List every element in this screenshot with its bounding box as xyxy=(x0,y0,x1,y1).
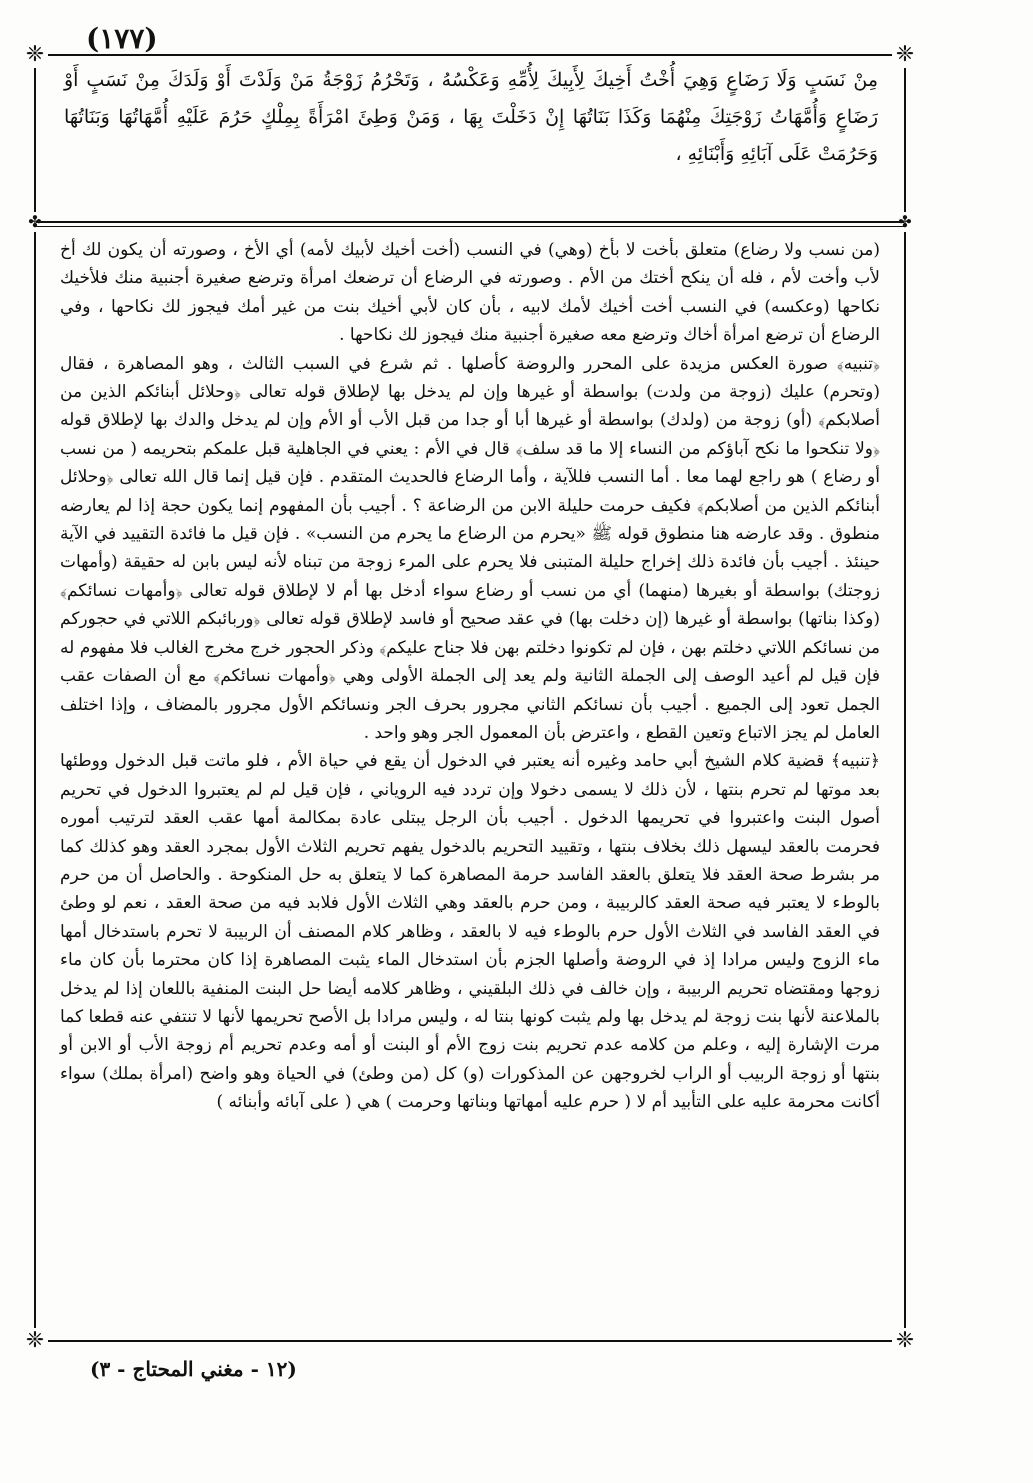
commentary-paragraph: ﴿تنبيه﴾ قضية كلام الشيخ أبي حامد وغيره أنه يعتبر في الدخول أن يقع في حياة الأم ، فلو ماتت قبل الدخول ووطئها بعد موتها لم تحرم بنتها ، لأن ذلك لا يسمى دخولا وإن تردد فيه الروياني ، فإن قيل لم لم يعتبروا الدخول في تحريم أصول البنت واعتبروا في تحريمها الدخول . أجيب بأن الرجل يبتلى عادة بمكالمة أمها عقب العقد لترتيب أموره فحرمت بالعقد ليسهل ذلك بخلاف بنتها ، وتقييد التحريم بالدخول يفهم تحريم الثلاث الأول بمجرد العقد وهو كذلك كما مر بشرط صحة العقد فلا يتعلق بالعقد الفاسد حرمة المصاهرة كما لا يتعلق به حل المنكوحة . والحاصل أن من حرم بالوطء لا يعتبر فيه صحة العقد كالربيبة ، ومن حرم بالعقد وهي الثلاث الأول فلابد فيه من صحة العقد ، نعم لو وطئ في العقد الفاسد في الثلاث الأول حرم بالوطء فيه لا بالعقد ، وظاهر كلام المصنف أن الربيبة لا تحرم باستدخال أمها ماء الزوج وليس مرادا إذ في الروضة وأصلها الجزم بأن استدخال الماء يثبت المصاهرة إذا كان محترما بأن كان ماء زوجها ومقتضاه تحريم الربيبة ، وإن خالف في ذلك البلقيني ، وظاهر كلامه أيضا حل البنت المنفية باللعان إذا لم يدخل بالملاعنة لأنها بنت زوجة لم يدخل بها ولم يثبت كونها بنتا له ، وليس مرادا بل الأصح تحريمها لأنها لا تنتفي عنه قطعا كما مرت الإشارة إليه ، وعلم من كلامه عدم تحريم بنت زوج الأم أو البنت أو أمه وعدم تحريم أم زوجة الأب أو الابن أو بنتها أو زوجة الربيب أو الراب لخروجهن عن المذكورات (و) كل (من وطئ) في الحياة وهو واضح (امرأة بملك) سواء أكانت محرمة عليه على التأبيد أم لا ( حرم عليه أمهاتها وبناتها وحرمت ) هي ( على آبائه وأبنائه ) xyxy=(60,751,880,1113)
page-number: (١٧٧) xyxy=(86,22,158,55)
ornament-icon: ❈ xyxy=(892,1328,918,1354)
ornament-icon: ❈ xyxy=(22,1328,48,1354)
footer-signature: (١٢ - مغني المحتاج - ٣) xyxy=(90,1357,297,1381)
sharh-commentary xyxy=(60,236,880,1332)
divider xyxy=(36,221,904,223)
commentary-paragraph: (من نسب ولا رضاع) متعلق بأخت لا بأخ (وهي) في النسب (أخت أخيك لأبيك لأمه) أي الأخ ، وصورته أن يكون لك أخ لأب وأخت لأم ، فله أن ينكح أختك من الأم . وصورته في الرضاع أن ترضعك امرأة وترضع صغيرة أجنبية منك فلأخيك نكاحها (وعكسه) في النسب أخت أخيك لأمك لابيه ، بأن كان لأبي أخيك بنت من غير أمك فيجوز لك نكاحها ، وفي الرضاع أن ترضع امرأة أخاك وترضع معه صغيرة أجنبية منك فيجوز لك نكاحها . xyxy=(60,240,880,346)
ornament-icon: ❈ xyxy=(22,42,48,68)
page-frame xyxy=(25,42,915,1353)
divider xyxy=(36,226,904,227)
ornament-icon: ✤ xyxy=(25,212,45,232)
matn-text: مِنْ نَسَبٍ وَلَا رَضَاعٍ وَهِيَ أُخْتُ أَخِيكَ لِأَبِيكَ لِأُمِّهِ وَعَكْسُهُ ، وَتَحْرُمُ زَوْجَةُ مَنْ وَلَدْتَ أَوْ وَلَدَكَ مِنْ نَسَبٍ أَوْ رَضَاعٍ وَأُمَّهَاتُ زَوْجَتِكَ مِنْهُمَا وَكَذَا بَنَاتُهَا إِنْ دَخَلْتَ بِهَا ، وَمَنْ وَطِئَ امْرَأَةً بِمِلْكٍ حَرُمَ عَلَيْهِ أُمَّهَاتُهَا وَبَنَاتُهَا وَحَرُمَتْ عَلَى آبَائِهِ وَأَبْنَائِهِ ، xyxy=(64,69,878,165)
commentary-paragraph: ﴿تنبيه﴾ صورة العكس مزيدة على المحرر والروضة كأصلها . ثم شرع في السبب الثالث ، وهو المصاهرة ، فقال (وتحرم) عليك (زوجة من ولدت) بواسطة أو غيرها وإن لم يدخل بها لإطلاق قوله تعالى ﴿وحلائل أبنائكم الذين من أصلابكم﴾ (أو) زوجة من (ولدك) بواسطة أو غيرها أبا أو جدا من قبل الأب أو الأم وإن لم يدخل والدك بها لإطلاق قوله ﴿ولا تنكحوا ما نكح آباؤكم من النساء إلا ما قد سلف﴾ قال في الأم : يعني في الجاهلية قبل علمكم بتحريمه ( من نسب أو رضاع ) هو راجع لهما معا . أما النسب فللآية ، وأما الرضاع فالحديث المتقدم . فإن قيل إنما قال الله تعالى ﴿وحلائل أبنائكم الذين من أصلابكم﴾ فكيف حرمت حليلة الابن من الرضاعة ؟ . أجيب بأن المفهوم إنما يكون حجة إذا لم يعارضه منطوق . وقد عارضه هنا منطوق قوله ﷺ «يحرم من الرضاع ما يحرم من النسب» . فإن قيل ما فائدة التقييد في الآية حينئذ . أجيب بأن فائدة ذلك إخراج حليلة المتبنى فلا يحرم على المرء زوجة من تبناه لأنه ليس بابن له حقيقة (وأمهات زوجتك) بواسطة أو بغيرها (منهما) أي من نسب أو رضاع سواء أدخل بها أم لا لإطلاق قوله تعالى ﴿وأمهات نسائكم﴾ (وكذا بناتها) بواسطة أو غيرها (إن دخلت بها) في عقد صحيح أو فاسد لإطلاق قوله تعالى ﴿وربائبكم اللاتي في حجوركم من نسائكم اللاتي دخلتم بهن ، فإن لم تكونوا دخلتم بهن فلا جناح عليكم﴾ وذكر الحجور خرج مخرج الغالب فلا مفهوم له فإن قيل لم أعيد الوصف إلى الجملة الثانية ولم يعد إلى الجملة الأولى وهي ﴿وأمهات نسائكم﴾ مع أن الصفات عقب الجمل تعود إلى الجميع . أجيب بأن نسائكم الثاني مجرور بحرف الجر ونسائكم الأول مجرور بالمضاف ، وإذا اختلف العامل لم يجز الاتباع وتعين القطع ، واعترض بأن المعمول الجر وهو واحد . xyxy=(60,353,880,743)
ornament-icon: ❈ xyxy=(892,42,918,68)
ornament-icon: ✤ xyxy=(895,212,915,232)
